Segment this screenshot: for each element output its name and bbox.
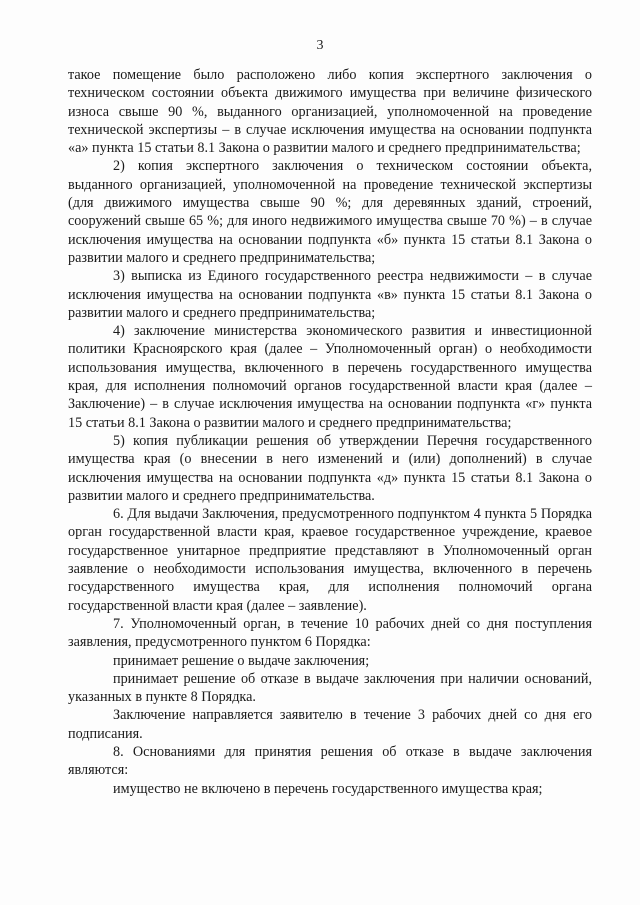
paragraph-section-6: 6. Для выдачи Заключения, предусмотренного подпунктом 4 пункта 5 Порядка орган государственной власти края, краевое государственное учреждение, краевое государственное унитарное предприятие представляют в Уполномоченный орган заявление о необходимости использования имущества, включенного в перечень государственного имущества края, для исполнения полномочий органа государственной власти края (далее – заявление). [68,506,592,614]
document-body [68,66,592,798]
paragraph-decision-issue: принимает решение о выдаче заключения; [113,652,370,669]
paragraph-conclusion-delivery: Заключение направляется заявителю в течение 3 рабочих дней со дня его подписания. [68,707,592,742]
paragraph-1-continuation: такое помещение было расположено либо копия экспертного заключения о техническом состоянии объекта движимого имущества при величине физического износа свыше 90 %, выданного организацией, уполномоченной на проведение технической экспертизы – в случае исключения имущества на основании подпункта «а» пункта 15 статьи 8.1 Закона о развитии малого и среднего предпринимательства; [68,67,592,157]
paragraph-item-5: 5) копия публикации решения об утверждении Перечня государственного имущества края (о внесении в него изменений и (или) дополнений) в случае исключения имущества на основании подпункта «д» пункта 15 статьи 8.1 Закона о развитии малого и среднего предпринимательства. [68,432,592,504]
paragraph-section-8: 8. Основаниями для принятия решения об отказе в выдаче заключения являются: [68,743,592,779]
paragraph-item-2: 2) копия экспертного заключения о техническом состоянии объекта, выданного организацией, уполномоченной на проведение технической экспертизы (для движимого имущества свыше 90 %; для деревянных зданий, строений, сооружений свыше 65 %; для иного недвижимого имущества свыше 70 %) – в случае исключения имущества на основании подпункта «б» пункта 15 статьи 8.1 Закона о развитии малого и среднего предпринимательства; [68,158,592,266]
paragraph-refusal-ground-1: имущество не включено в перечень государственного имущества края; [113,780,543,797]
paragraph-section-7: 7. Уполномоченный орган, в течение 10 рабочих дней со дня поступления заявления, предусмотренного пунктом 6 Порядка: [68,615,592,651]
paragraph-item-3: 3) выписка из Единого государственного реестра недвижимости – в случае исключения имущества на основании подпункта «в» пункта 15 статьи 8.1 Закона о развитии малого и среднего предпринимательства; [68,268,592,321]
page-number: 3 [316,38,324,53]
paragraph-item-4: 4) заключение министерства экономического развития и инвестиционной политики Красноярского края (далее – Уполномоченный орган) о необходимости использования имущества, включенного в перечень государственного имущества края, для исполнения полномочий органов государственной власти края (далее – Заключение) – в случае исключения имущества на основании подпункта «г» пункта 15 статьи 8.1 Закона о развитии малого и среднего предпринимательства; [68,323,592,431]
paragraph-decision-refusal: принимает решение об отказе в выдаче заключения при наличии оснований, указанных в пункте 8 Порядка. [68,670,592,706]
